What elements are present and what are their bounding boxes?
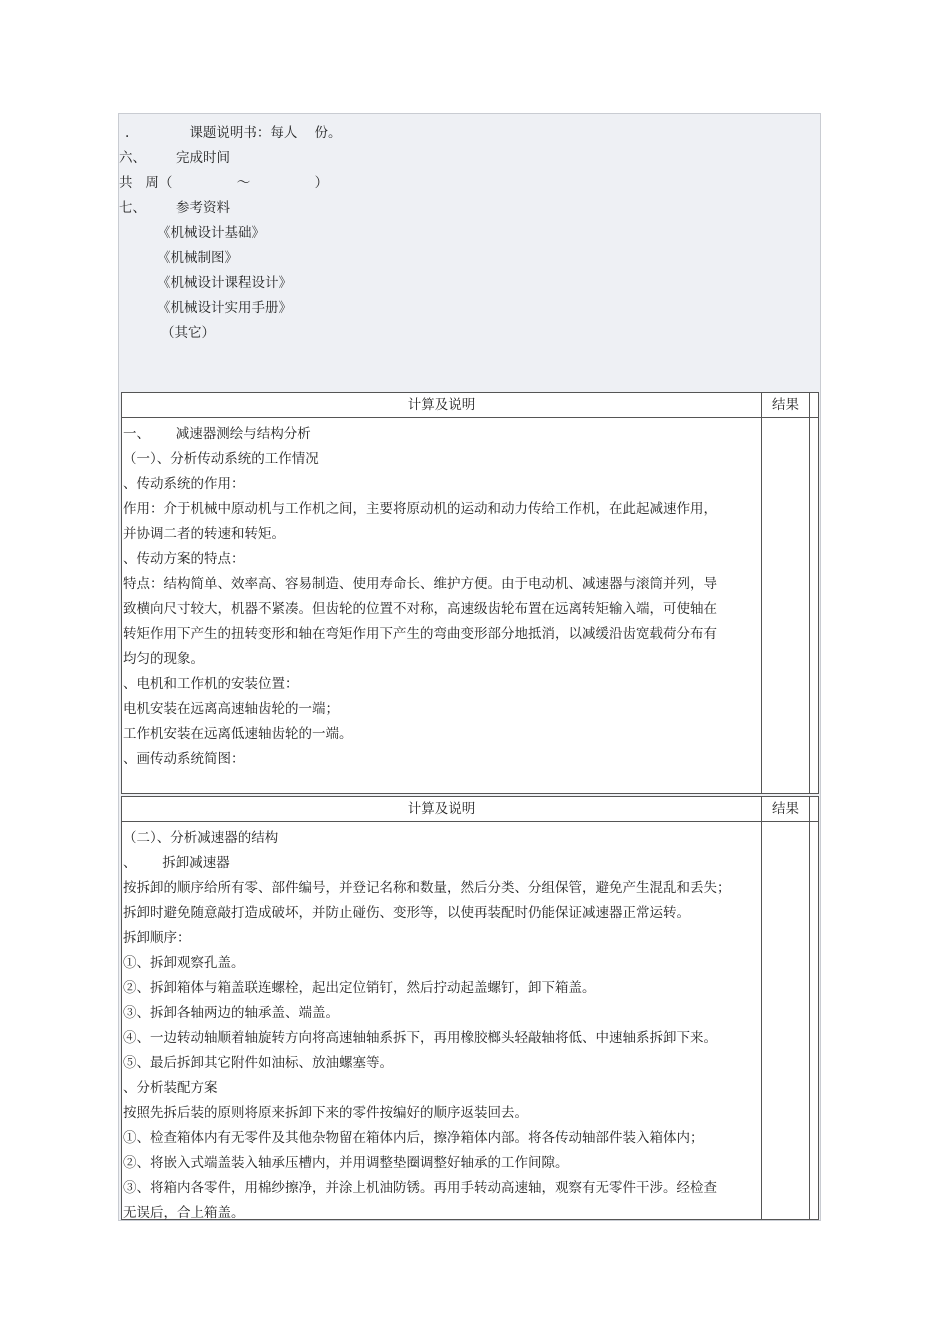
- result-cell: [762, 822, 810, 1220]
- text-line: ③、拆卸各轴两边的轴承盖、端盖。: [123, 1005, 339, 1021]
- text-line: 工作机安装在远离低速轴齿轮的一端。: [123, 726, 353, 742]
- text-line: ③、将箱内各零件，用棉纱擦净，并涂上机油防锈。再用手转动高速轴，观察有无零件干涉。经检查: [123, 1180, 717, 1196]
- text-line: 一、 减速器测绘与结构分析: [123, 426, 311, 442]
- result-cell: [762, 418, 810, 794]
- text-line: 、画传动系统简图：: [123, 751, 245, 767]
- explanation-cell: [122, 418, 762, 794]
- text-line: 均匀的现象。: [123, 651, 204, 667]
- text-line: 、分析装配方案: [123, 1080, 218, 1096]
- calc-table-2: [121, 796, 819, 1220]
- duration-line: 共 周（ ～ ）: [119, 175, 329, 191]
- text-line: ④、一边转动轴顺着轴旋转方向将高速轴轴系拆下，再用橡胶榔头轻敲轴将低、中速轴系拆卸下来。: [123, 1030, 717, 1046]
- text-line: 转矩作用下产生的扭转变形和轴在弯矩作用下产生的弯曲变形部分地抵消，以减缓沿齿宽载荷分布有: [123, 626, 717, 642]
- text-line: 致横向尺寸较大，机器不紧凑。但齿轮的位置不对称，高速级齿轮布置在远离转矩输入端，可使轴在: [123, 601, 717, 617]
- header-result: 结果: [762, 797, 810, 821]
- header-calc-explanation: 计算及说明: [122, 393, 762, 417]
- table-header: [122, 797, 818, 822]
- text-line: 、传动系统的作用：: [123, 476, 245, 492]
- text-line: （二）、分析减速器的结构: [123, 830, 279, 846]
- text-line: ⑤、最后拆卸其它附件如油标、放油螺塞等。: [123, 1055, 393, 1071]
- text-line: 电机安装在远离高速轴齿轮的一端；: [123, 701, 339, 717]
- completion-time-heading: 六、 完成时间: [119, 150, 231, 166]
- reference-item: 《机械设计实用手册》: [157, 300, 292, 316]
- text-line: 按拆卸的顺序给所有零、部件编号，并登记名称和数量，然后分类、分组保管，避免产生混乱和丢失；: [123, 880, 731, 896]
- text-line: 作用：介于机械中原动机与工作机之间，主要将原动机的运动和动力传给工作机，在此起减速作用，: [123, 501, 717, 517]
- text-line: 拆卸时避免随意敲打造成破坏，并防止碰伤、变形等，以使再装配时仍能保证减速器正常运转。: [123, 905, 690, 921]
- text-line: 、电机和工作机的安装位置：: [123, 676, 299, 692]
- reference-item: 《机械设计课程设计》: [157, 275, 292, 291]
- text-line: 特点：结构简单、效率高、容易制造、使用寿命长、维护方便。由于电动机、减速器与滚筒并列，导: [123, 576, 717, 592]
- explanation-cell: [122, 822, 762, 1220]
- text-line: ②、拆卸箱体与箱盖联连螺栓，起出定位销钉，然后拧动起盖螺钉，卸下箱盖。: [123, 980, 596, 996]
- text-line: 、传动方案的特点：: [123, 551, 245, 567]
- references-heading: 七、 参考资料: [119, 200, 231, 216]
- text-line: ②、将嵌入式端盖装入轴承压槽内，并用调整垫圈调整好轴承的工作间隙。: [123, 1155, 569, 1171]
- table-header: [122, 393, 818, 418]
- text-line: 拆卸顺序：: [123, 930, 191, 946]
- text-line: 、 拆卸减速器: [123, 855, 230, 871]
- reference-item: 《机械设计基础》: [157, 225, 265, 241]
- manual-requirement-line: . 课题说明书：每人 份。: [125, 125, 342, 141]
- document-sheet: [118, 113, 821, 1221]
- calc-table-1: [121, 392, 819, 794]
- reference-item: 《机械制图》: [157, 250, 238, 266]
- table-body: [122, 418, 818, 794]
- text-line: ①、检查箱体内有无零件及其他杂物留在箱体内后，擦净箱体内部。将各传动轴部件装入箱体内；: [123, 1130, 704, 1146]
- text-line: （一）、分析传动系统的工作情况: [123, 451, 319, 467]
- table-body: [122, 822, 818, 1220]
- text-line: 并协调二者的转速和转矩。: [123, 526, 285, 542]
- header-calc-explanation: 计算及说明: [122, 797, 762, 821]
- text-line: 按照先拆后装的原则将原来拆卸下来的零件按编好的顺序返装回去。: [123, 1105, 528, 1121]
- assignment-section: [119, 114, 820, 390]
- text-line: ①、拆卸观察孔盖。: [123, 955, 245, 971]
- text-line: 无误后，合上箱盖。: [123, 1205, 245, 1221]
- header-result: 结果: [762, 393, 810, 417]
- reference-item: （其它）: [161, 325, 215, 341]
